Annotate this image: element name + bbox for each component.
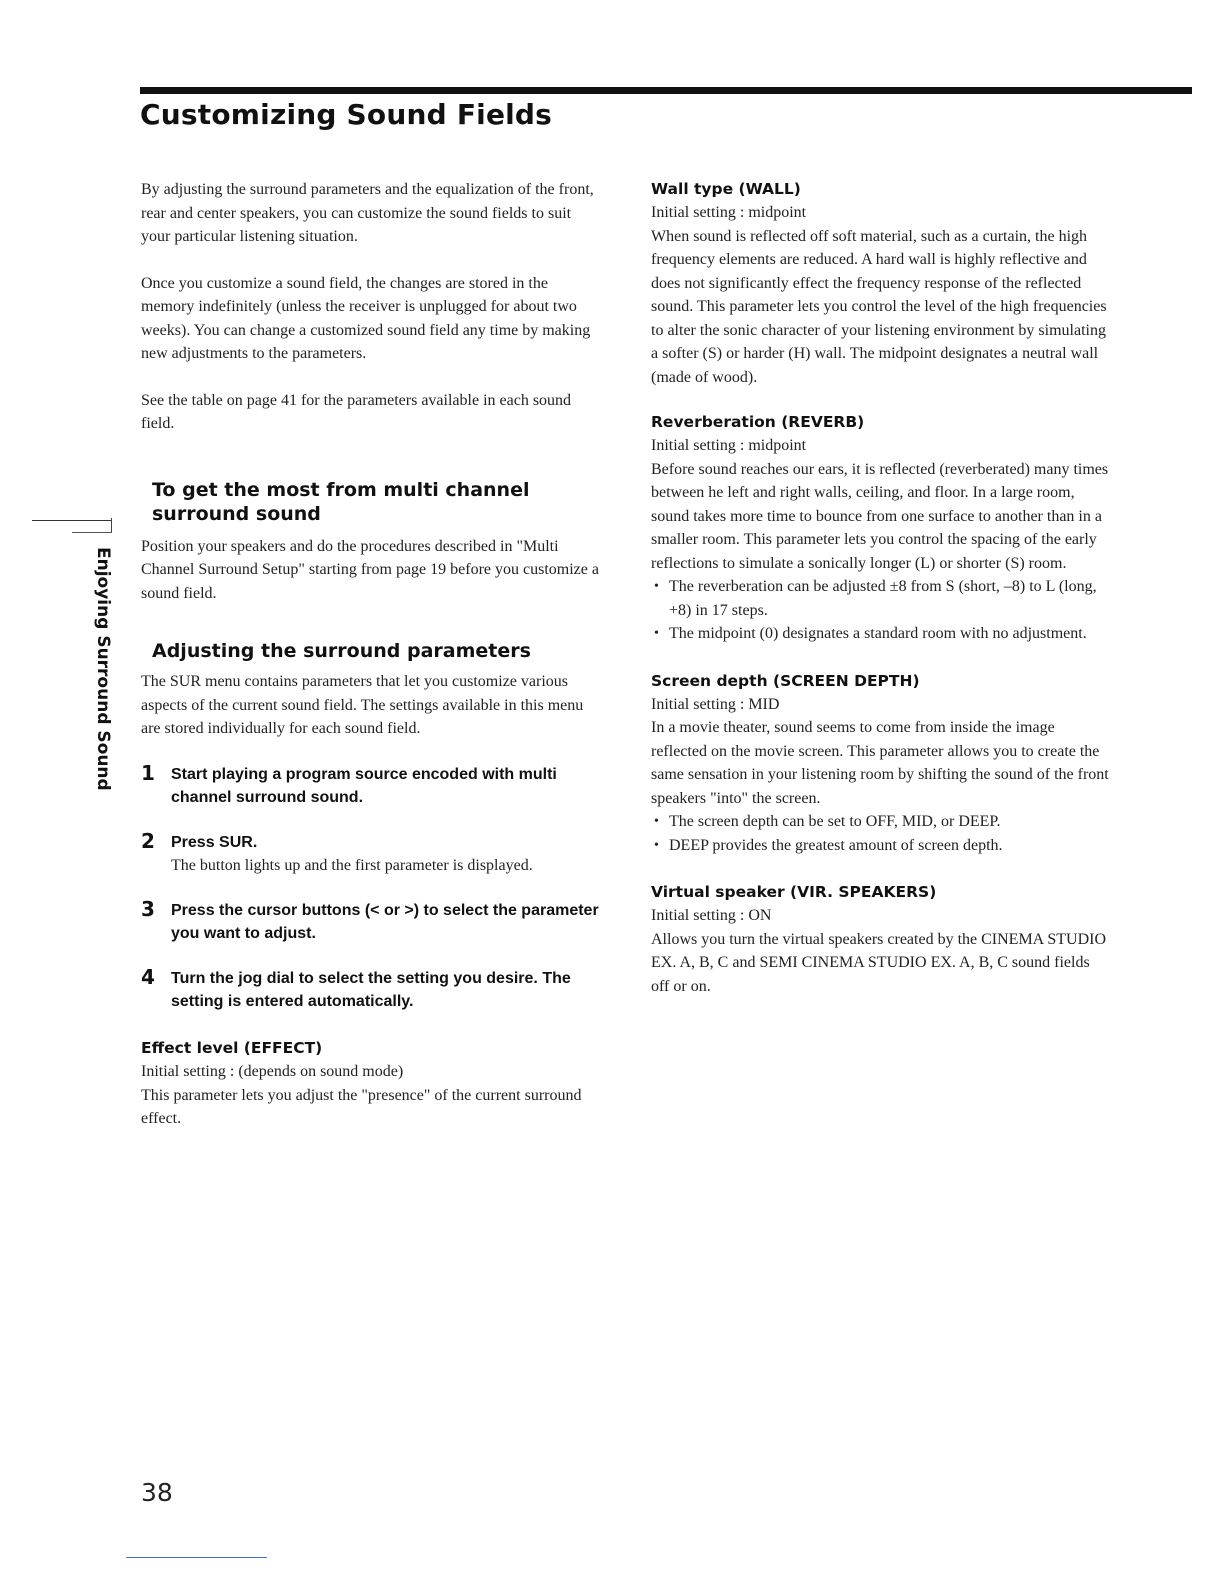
step-title: Start playing a program source encoded with multi channel surround sound. [171,765,557,806]
adjusting-body: The SUR menu contains parameters that let you customize various aspects of the current sound field. The settings available in this menu are stored individually for each sound field. [141,673,584,737]
left-column [141,178,601,1131]
screen-heading: Screen depth (SCREEN DEPTH) [651,671,920,690]
step-body: The button lights up and the first parameter is displayed. [171,856,533,874]
effect-body: This parameter lets you adjust the "presence" of the current surround effect. [141,1086,582,1127]
step-number: 4 [141,965,155,989]
virtual-heading: Virtual speaker (VIR. SPEAKERS) [651,883,937,901]
multi-channel-heading-line: surround sound [152,502,321,525]
step-number: 3 [141,897,155,921]
screen-initial: Initial setting : MID [651,695,780,713]
step-2 [141,828,601,878]
multi-channel-heading-line: To get the most from multi channel [152,478,530,501]
screen-bullets [651,810,1111,857]
step-title: Press SUR. [171,833,258,851]
step-number: 1 [141,760,155,785]
step-1 [141,760,601,809]
screen-body: In a movie theater, sound seems to come from inside the image reflected on the movie screen. This parameter allows you to create the same sensation in your listening room by shifting the sound of the front speakers "into" the screen. [651,719,1109,807]
wall-body: When sound is reflected off soft material, such as a curtain, the high frequency elements are reduced. A hard wall is highly reflective and does not significantly effect the frequency response of the reflected sound. This parameter lets you control the level of the high frequencies to alter the sonic character of your listening environment by simulating a softer (S) or harder (H) wall. The midpoint designates a neutral wall (made of wood). [651,227,1107,386]
intro-paragraph: Once you customize a sound field, the changes are stored in the memory indefinitely (unless the receiver is unplugged for about two weeks). You can change a customized sound field any time by making new adjustments to the parameters. [141,274,591,362]
step-title: Press the cursor buttons (< or >) to select the parameter you want to adjust. [171,902,599,942]
adjusting-heading: Adjusting the surround parameters [152,640,531,662]
step-number: 2 [141,828,155,853]
reverb-bullets [651,575,1111,646]
right-column [651,178,1111,998]
page-title: Customizing Sound Fields [140,98,553,131]
effect-heading: Effect level (EFFECT) [141,1039,323,1057]
intro-paragraph: See the table on page 41 for the parameters available in each sound field. [141,391,572,432]
side-tab-line [32,520,112,521]
list-item: • The reverberation can be adjusted ±8 from S (short, –8) to L (long, +8) in 17 steps. [651,575,1111,622]
list-item: • DEEP provides the greatest amount of screen depth. [651,834,1111,858]
multi-channel-body: Position your speakers and do the procedures described in "Multi Channel Surround Setup" starting from page 19 before you customize a sound field. [141,537,599,602]
side-tab-dash [72,532,112,533]
reverb-heading: Reverberation (REVERB) [651,413,865,431]
side-tab-tick [111,518,112,533]
bottom-rule [126,1557,267,1558]
virtual-initial: Initial setting : ON [651,907,772,924]
side-tab-label: Enjoying Surround Sound [93,547,113,791]
top-rule [140,87,1192,94]
step-3 [141,899,601,945]
virtual-body: Allows you turn the virtual speakers created by the CINEMA STUDIO EX. A, B, C and SEMI CINEMA STUDIO EX. A, B, C sound fields off or on. [651,930,1107,995]
page-number: 38 [141,1478,173,1507]
wall-heading: Wall type (WALL) [651,180,801,198]
effect-initial: Initial setting : (depends on sound mode) [141,1063,404,1080]
side-tab [32,512,112,792]
list-item: • The midpoint (0) designates a standard room with no adjustment. [651,622,1111,646]
multi-channel-heading [141,478,601,526]
intro-paragraph: By adjusting the surround parameters and the equalization of the front, rear and center speakers, you can customize the sound fields to suit your particular listening situation. [141,181,594,245]
wall-initial: Initial setting : midpoint [651,204,807,221]
list-item: • The screen depth can be set to OFF, MID, or DEEP. [651,810,1111,834]
reverb-body: Before sound reaches our ears, it is reflected (reverberated) many times between he left and right walls, ceiling, and floor. In a large room, sound takes more time to bounce from one surface to another than in a smaller room. This parameter lets you control the spacing of the early reflections to simulate a sonically longer (L) or shorter (S) room. [651,460,1109,572]
reverb-initial: Initial setting : midpoint [651,437,807,454]
step-title: Turn the jog dial to select the setting you desire. The setting is entered automatically. [171,970,571,1010]
step-4 [141,967,601,1013]
